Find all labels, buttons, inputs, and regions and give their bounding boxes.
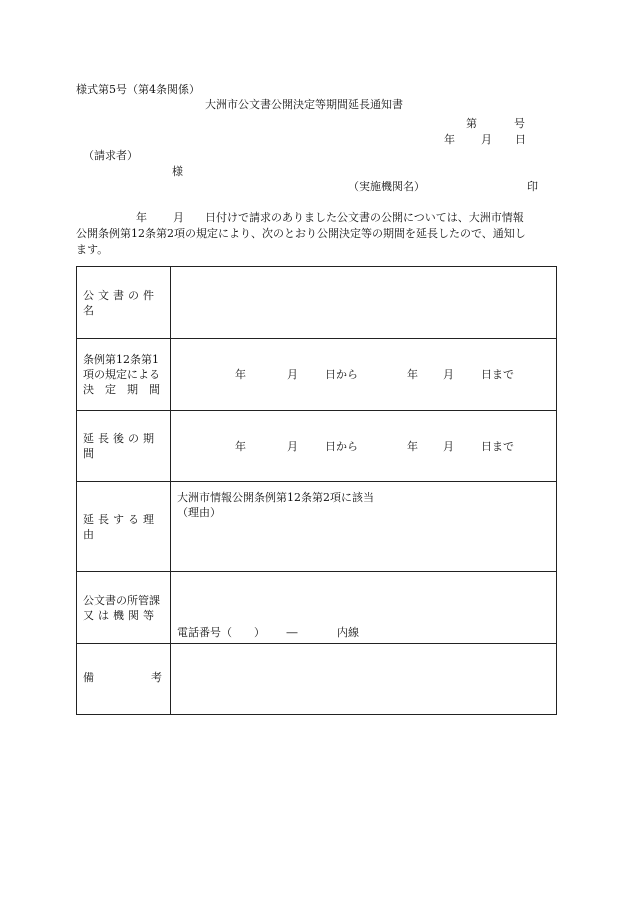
period-line	[171, 367, 556, 382]
label-text: 公文書の件名	[83, 288, 158, 317]
period-month-to: 月	[443, 439, 454, 453]
form-number: 様式第5号（第4条関係）	[76, 83, 200, 96]
label-line: 決 定 期 間	[83, 383, 160, 396]
agency-label: （実施機関名）	[348, 180, 425, 193]
label-line: 項の規定による	[83, 368, 160, 381]
body-year: 年	[136, 211, 147, 224]
document-name-cell	[171, 267, 557, 339]
extension-label: 内線	[337, 626, 359, 639]
phone-label: 電話番号（ ）	[177, 626, 265, 639]
body-line2: 公開条例第12条第2項の規定により、次のとおり公開決定等の期間を延長したので、通知し	[76, 227, 526, 240]
row-label-remarks	[77, 644, 171, 715]
doc-number-go: 号	[514, 117, 525, 130]
period-day-from: 日から	[325, 439, 358, 453]
table-row	[77, 482, 557, 572]
period-year-from: 年	[235, 368, 246, 381]
row-label-reason	[77, 482, 171, 572]
period-month-from: 月	[287, 368, 298, 381]
reason-cell	[171, 482, 557, 572]
extended-period-cell	[171, 411, 557, 482]
row-label-extended-period	[77, 411, 171, 482]
table-row	[77, 644, 557, 715]
label-text: 延長する理由	[83, 512, 158, 541]
period-day-from: 日から	[325, 368, 358, 381]
label-text: 考	[151, 671, 162, 684]
reason-article: 大洲市情報公開条例第12条第2項に該当	[177, 491, 374, 504]
phone-dash: ―	[286, 626, 298, 639]
reason-label: （理由）	[177, 506, 221, 519]
body-line1: 日付けで請求のありました公文書の公開については、大洲市情報	[205, 211, 524, 224]
remarks-label	[83, 670, 170, 685]
row-label-document-name	[77, 267, 171, 339]
department-cell	[171, 572, 557, 644]
table-row	[77, 267, 557, 339]
period-year-from: 年	[235, 439, 246, 453]
date-year: 年	[444, 133, 455, 146]
document-title: 大洲市公文書公開決定等期間延長通知書	[205, 98, 403, 111]
table-row	[77, 339, 557, 411]
label-text: 延長後の期間	[83, 432, 158, 460]
notice-table	[76, 266, 557, 715]
period-line	[171, 439, 556, 454]
period-day-to: 日まで	[481, 439, 514, 453]
doc-number-dai: 第	[466, 117, 477, 130]
decision-period-cell	[171, 339, 557, 411]
row-label-department	[77, 572, 171, 644]
period-year-to: 年	[407, 439, 418, 453]
requester-label: （請求者）	[83, 149, 138, 162]
seal-mark: 印	[527, 180, 538, 193]
date-day: 日	[515, 133, 526, 146]
period-month-from: 月	[287, 439, 298, 453]
label-text: 備	[83, 671, 94, 684]
table-row	[77, 572, 557, 644]
row-label-decision-period	[77, 339, 171, 411]
body-line3: ます。	[76, 243, 109, 256]
label-line: 条例第12条第1	[83, 353, 159, 366]
remarks-cell	[171, 644, 557, 715]
table-row	[77, 411, 557, 482]
label-line: 公文書の所管課	[83, 593, 160, 607]
body-month: 月	[173, 211, 184, 224]
period-month-to: 月	[443, 368, 454, 381]
period-year-to: 年	[407, 368, 418, 381]
date-month: 月	[481, 133, 492, 146]
sama-label: 様	[172, 165, 183, 178]
label-line: 又は機関等	[83, 608, 158, 622]
period-day-to: 日まで	[481, 368, 514, 381]
